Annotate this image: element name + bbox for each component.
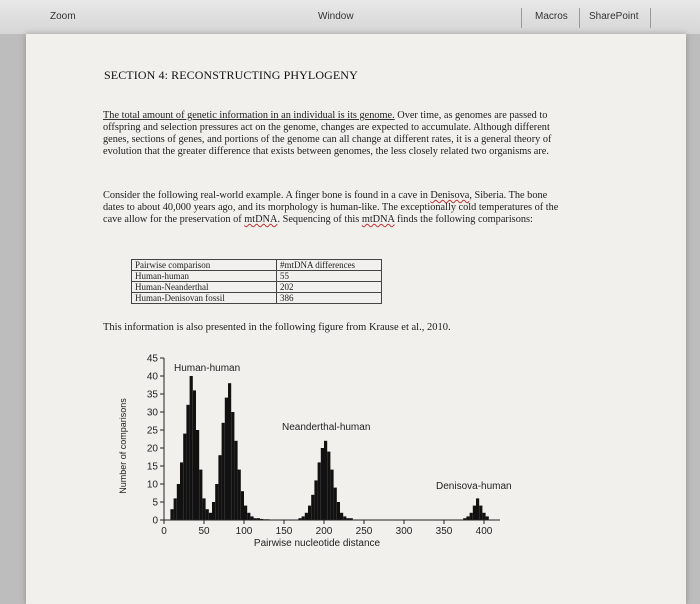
paragraph-text: . Sequencing of this [277, 214, 362, 225]
x-tick-label: 0 [161, 526, 167, 537]
y-tick-label: 0 [152, 515, 158, 527]
histogram-bar [225, 398, 228, 520]
histogram-chart [108, 350, 528, 550]
underlined-sentence: The total amount of genetic information in an individual is its genome. [103, 110, 395, 121]
histogram-bar [199, 470, 202, 520]
x-tick-label: 150 [275, 526, 293, 537]
toolbar-separator [650, 8, 651, 28]
y-tick-label: 15 [146, 461, 158, 473]
histogram-bar [202, 498, 205, 520]
table-row [132, 271, 382, 282]
histogram-bar [479, 506, 482, 520]
histogram-bar [330, 470, 333, 520]
histogram-bar [177, 484, 180, 520]
histogram-bar [314, 480, 317, 520]
table-cell: 386 [277, 293, 382, 304]
y-tick-label: 5 [152, 497, 158, 509]
histogram-bar [180, 462, 183, 520]
table-header-row [132, 260, 382, 271]
table-cell: Human-Neanderthal [132, 282, 277, 293]
histogram-bar [337, 502, 340, 520]
table-header: #mtDNA differences [277, 260, 382, 271]
histogram-bar [473, 506, 476, 520]
histogram-bar [470, 513, 473, 520]
histogram-bar [340, 513, 343, 520]
histogram-bar [327, 452, 330, 520]
table-row [132, 293, 382, 304]
histogram-bar [466, 516, 469, 520]
x-tick-label: 250 [355, 526, 373, 537]
menu-macros[interactable]: Macros [535, 11, 568, 22]
paragraph-text: finds the following comparisons: [394, 214, 533, 225]
menu-zoom[interactable]: Zoom [50, 11, 76, 22]
histogram-bar [218, 455, 221, 520]
paragraph-text: Over time, as genomes are passed to offspring and selection pressures act on the genome, changes are expected to accumulate. Although different genes, sections of genes, and portions of the genome can all change at different rates, it is a general theory of evolution that the greater difference that exists between genomes, the less closely related two organisms are. [103, 110, 552, 157]
menu-window[interactable]: Window [318, 11, 354, 22]
histogram-bar [324, 441, 327, 520]
histogram-bar [486, 516, 489, 520]
table-cell: 55 [277, 271, 382, 282]
table-cell: Human-human [132, 271, 277, 282]
toolbar-separator [579, 8, 580, 28]
misspelled-word: mtDNA [244, 214, 278, 225]
histogram-bar [222, 423, 225, 520]
y-tick-label: 30 [146, 407, 158, 419]
table-row [132, 282, 382, 293]
x-tick-label: 400 [475, 526, 493, 537]
paragraph-example [103, 190, 565, 226]
paragraph-text: , Siberia. The bone dates to about 40,000 years ago, and its morphology is human-like. The exceptionally cold temperatures of the cave allow for the preservation of [103, 190, 559, 225]
figure-caption: This information is also presented in the following figure from Krause et al., 2010. [103, 322, 451, 333]
y-tick-label: 40 [146, 371, 158, 383]
misspelled-word: mtDNA [361, 214, 395, 225]
paragraph-text: Consider the following real-world example. A finger bone is found in a cave in [103, 190, 431, 201]
y-tick-label: 35 [146, 389, 158, 401]
histogram-bar [206, 509, 209, 520]
table-header: Pairwise comparison [132, 260, 277, 271]
histogram-bar [238, 470, 241, 520]
paragraph-genome [103, 110, 565, 158]
histogram-bar [234, 441, 237, 520]
histogram-bar [241, 491, 244, 520]
histogram-bar [174, 498, 177, 520]
x-tick-label: 350 [435, 526, 453, 537]
annotation-neanderthal-human: Neanderthal-human [282, 422, 371, 433]
histogram-bar [321, 448, 324, 520]
histogram-bar [196, 430, 199, 520]
histogram-bars [170, 376, 488, 520]
x-tick-label: 200 [315, 526, 333, 537]
histogram-bar [334, 488, 337, 520]
y-tick-label: 20 [146, 443, 158, 455]
comparison-table [131, 259, 382, 304]
misspelled-word: Denisova [430, 190, 470, 201]
x-tick-label: 50 [198, 526, 210, 537]
histogram-bar [343, 516, 346, 520]
histogram-bar [302, 516, 305, 520]
y-tick-label: 45 [146, 353, 158, 365]
annotation-human-human: Human-human [174, 363, 241, 374]
x-axis-label: Pairwise nucleotide distance [253, 538, 381, 549]
histogram-bar [305, 513, 308, 520]
histogram-bar [231, 412, 234, 520]
annotation-denisova-human: Denisova-human [436, 481, 512, 492]
histogram-bar [244, 506, 247, 520]
x-tick-label: 300 [395, 526, 413, 537]
y-tick-label: 25 [146, 425, 158, 437]
histogram-bar [311, 495, 314, 520]
histogram-bar [183, 434, 186, 520]
table-cell: 202 [277, 282, 382, 293]
histogram-bar [482, 513, 485, 520]
histogram-bar [308, 506, 311, 520]
histogram-bar [247, 513, 250, 520]
histogram-bar [193, 390, 196, 520]
histogram-bar [190, 376, 193, 520]
y-tick-label: 10 [146, 479, 158, 491]
histogram-bar [186, 405, 189, 520]
histogram-bar [215, 484, 218, 520]
x-tick-label: 100 [235, 526, 253, 537]
toolbar-separator [521, 8, 522, 28]
histogram-bar [170, 509, 173, 520]
section-heading: SECTION 4: RECONSTRUCTING PHYLOGENY [104, 68, 358, 82]
menu-sharepoint[interactable]: SharePoint [589, 11, 639, 22]
histogram-bar [212, 502, 215, 520]
histogram-bar [250, 516, 253, 520]
toolbar [0, 0, 700, 34]
histogram-bar [476, 498, 479, 520]
y-axis-label: Number of comparisons [118, 398, 128, 494]
table-cell: Human-Denisovan fossil [132, 293, 277, 304]
histogram-bar [209, 513, 212, 520]
histogram-bar [228, 383, 231, 520]
histogram-bar [318, 462, 321, 520]
